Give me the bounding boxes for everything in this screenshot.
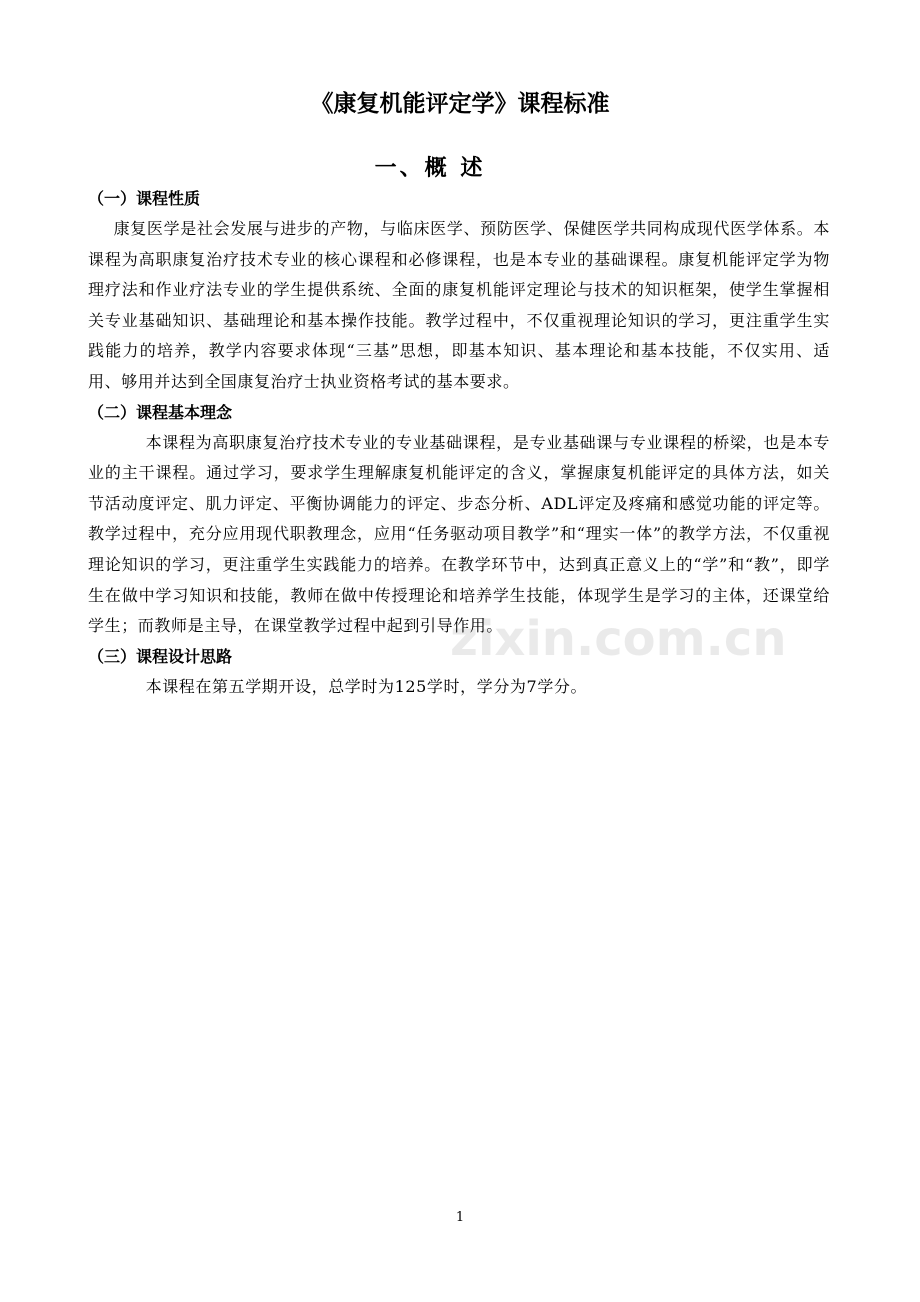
chapter-heading: 一、概 述: [374, 156, 486, 181]
paragraph-course-design: 本课程在第五学期开设，总学时为125学时，学分为7学分。: [145, 676, 588, 696]
page-number: 1: [455, 1210, 465, 1225]
svg-text:zixin.com.cn: zixin.com.cn: [450, 611, 787, 667]
paragraph-course-philosophy: 本课程为高职康复治疗技术专业的专业基础课程，是专业基础课与专业课程的桥梁，也是本专业的主干课程。通过学习，要求学生理解康复机能评定的含义，掌握康复机能评定的具体方法，如关节活动度评定、肌力评定、平衡协调能力的评定、步态分析、ADL评定及疼痛和感觉功能的评定等。教学过程中，充分应用现代职教理念，应用“任务驱动项目教学”和“理实一体”的教学方法，不仅重视理论知识的学习，更注重学生实践能力的培养。在教学环节中，达到真正意义上的“学”和“教”，即学生在做中学习知识和技能，教师在做中传授理论和培养学生技能，体现学生是学习的主体，还课堂给学生；而教师是主导，在课堂教学过程中起到引导作用。: [88, 432, 830, 636]
paragraph-course-nature: 康复医学是社会发展与进步的产物，与临床医学、预防医学、保健医学共同构成现代医学体系。本课程为高职康复治疗技术专业的核心课程和必修课程，也是本专业的基础课程。康复机能评定学为物理疗法和作业疗法专业的学生提供系统、全面的康复机能评定理论与技术的知识框架，使学生掌握相关专业基础知识、基础理论和基本操作技能。教学过程中，不仅重视理论知识的学习，更注重学生实践能力的培养，教学内容要求体现“三基”思想，即基本知识、基本理论和基本技能，不仅实用、适用、够用并达到全国康复治疗士执业资格考试的基本要求。: [88, 219, 830, 391]
section-heading-course-nature: （一）课程性质: [88, 189, 201, 208]
document-title: 《康复机能评定学》课程标准: [310, 91, 610, 117]
section-heading-course-philosophy: （二）课程基本理念: [88, 402, 233, 422]
section-heading-course-design: （三）课程设计思路: [88, 646, 233, 666]
document-body: [88, 184, 830, 702]
